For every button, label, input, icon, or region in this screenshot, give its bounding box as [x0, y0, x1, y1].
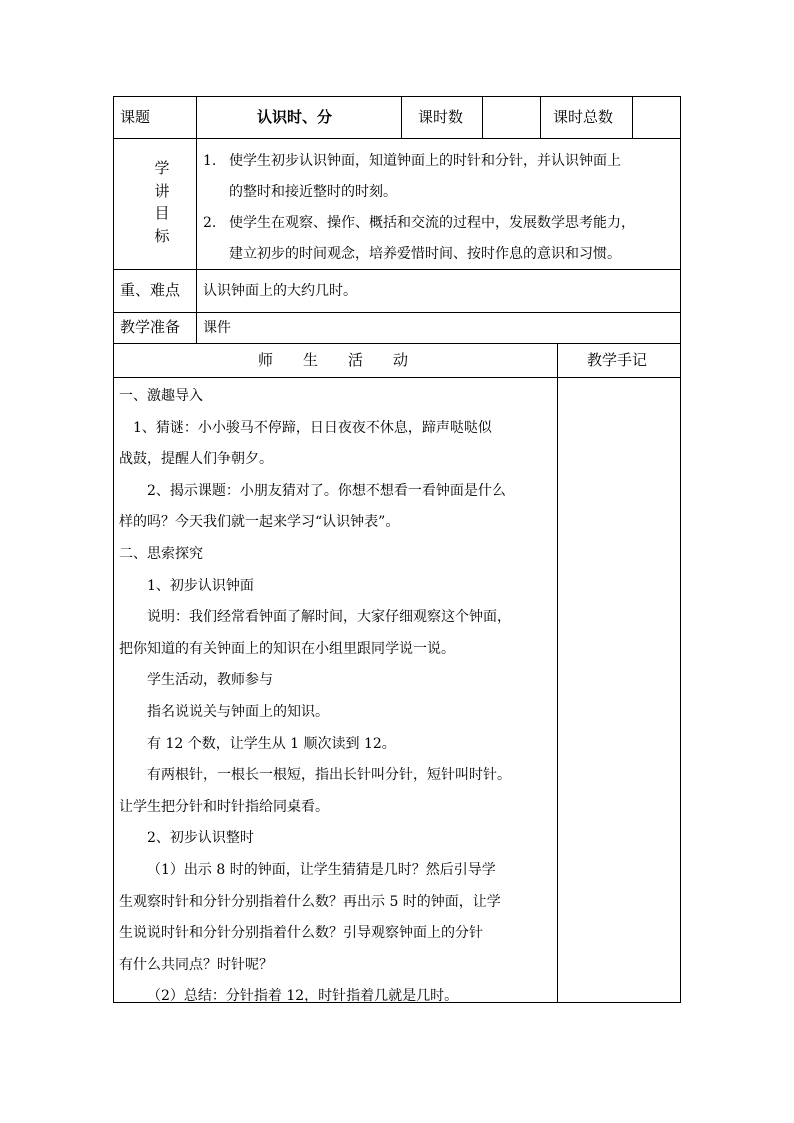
- hours-label: 课时数: [418, 108, 464, 126]
- activity-line: 一、激趣导入: [119, 388, 203, 404]
- activity-line: 有两根针，一根长一根短，指出长针叫分针，短针叫时针。: [147, 767, 511, 784]
- objective-number: 2.: [203, 215, 217, 231]
- objectives-label-char-4: 标: [154, 227, 170, 245]
- activity-line: （2）总结：分针指着 12，时针指着几就是几时。: [147, 988, 459, 1005]
- objective-line: 使学生在观察、操作、概括和交流的过程中，发展数学思考能力，: [229, 215, 635, 231]
- topic-value: 认识时、分: [257, 108, 333, 126]
- objective-item: [203, 208, 677, 270]
- topic-label: 课题: [120, 108, 151, 126]
- row-divider-header: [113, 138, 681, 139]
- objective-line: 使学生初步认识钟面，知道钟面上的时针和分针，并认识钟面上: [229, 153, 621, 169]
- table-border-left: [113, 96, 114, 1003]
- activity-line: 指名说说关与钟面上的知识。: [147, 703, 329, 720]
- row-divider-section-header: [113, 377, 681, 378]
- activity-line: 二、思索探究: [119, 545, 203, 562]
- activity-line: 生说说时针和分针分别指着什么数？引导观察钟面上的分针: [119, 925, 483, 942]
- objective-number: 1.: [203, 153, 217, 169]
- col-divider-total-label: [540, 96, 541, 138]
- objectives-label-char-3: 目: [154, 204, 170, 222]
- activity-line: 1、初步认识钟面: [147, 577, 254, 594]
- col-divider-hours-label: [401, 96, 402, 138]
- activity-line: 2、揭示课题：小朋友猜对了。你想不想看一看钟面是什么: [147, 482, 506, 499]
- preparation-value: 课件: [203, 320, 231, 336]
- activity-line: 样的吗？今天我们就一起来学习“认识钟表”。: [119, 514, 400, 531]
- objectives-list: [203, 146, 677, 270]
- activity-line: 有 12 个数，让学生从 1 顺次读到 12。: [147, 735, 396, 752]
- col-divider-notes: [557, 343, 558, 1002]
- col-divider-label: [196, 96, 197, 343]
- row-divider-preparation: [113, 343, 681, 344]
- activity-line: 把你知道的有关钟面上的知识在小组里跟同学说一说。: [119, 640, 455, 657]
- activity-line: 学生活动，教师参与: [147, 672, 273, 689]
- activity-line: 1、猜谜：小小骏马不停蹄，日日夜夜不休息，蹄声哒哒似: [133, 419, 492, 436]
- activity-line: 让学生把分针和时针指给同桌看。: [119, 798, 329, 815]
- objective-line: 的整时和接近整时的时刻。: [229, 184, 397, 200]
- total-hours-label: 课时总数: [553, 108, 614, 126]
- activity-line: 生观察时针和分针分别指着什么数？再出示 5 时的钟面，让学: [119, 893, 501, 910]
- activity-line: 2、初步认识整时: [147, 830, 254, 847]
- notes-section-header: 教学手记: [587, 351, 648, 369]
- objectives-label-char-1: 学: [154, 159, 170, 177]
- col-divider-total-value: [632, 96, 633, 138]
- row-divider-keypoints: [113, 312, 681, 313]
- activity-line: 战鼓，提醒人们争朝夕。: [119, 451, 273, 468]
- activity-line: 有什么共同点？时针呢？: [119, 956, 273, 973]
- objectives-label-char-2: 讲: [154, 182, 170, 200]
- key-points-label: 重、难点: [120, 281, 181, 299]
- objective-line: 建立初步的时间观念，培养爱惜时间、按时作息的意识和习惯。: [229, 246, 621, 262]
- table-border-right: [680, 96, 681, 1003]
- activity-body: [119, 381, 554, 1013]
- col-divider-hours-value: [482, 96, 483, 138]
- activity-section-header: 师 生 活 动: [258, 351, 409, 369]
- preparation-label: 教学准备: [120, 318, 181, 336]
- activity-line: （1）出示 8 时的钟面，让学生猜猜是几时？然后引导学: [147, 861, 496, 878]
- table-border-top: [113, 96, 681, 97]
- key-points-value: 认识钟面上的大约几时。: [203, 283, 357, 299]
- objective-item: [203, 146, 677, 208]
- activity-line: 说明：我们经常看钟面了解时间，大家仔细观察这个钟面，: [147, 609, 511, 626]
